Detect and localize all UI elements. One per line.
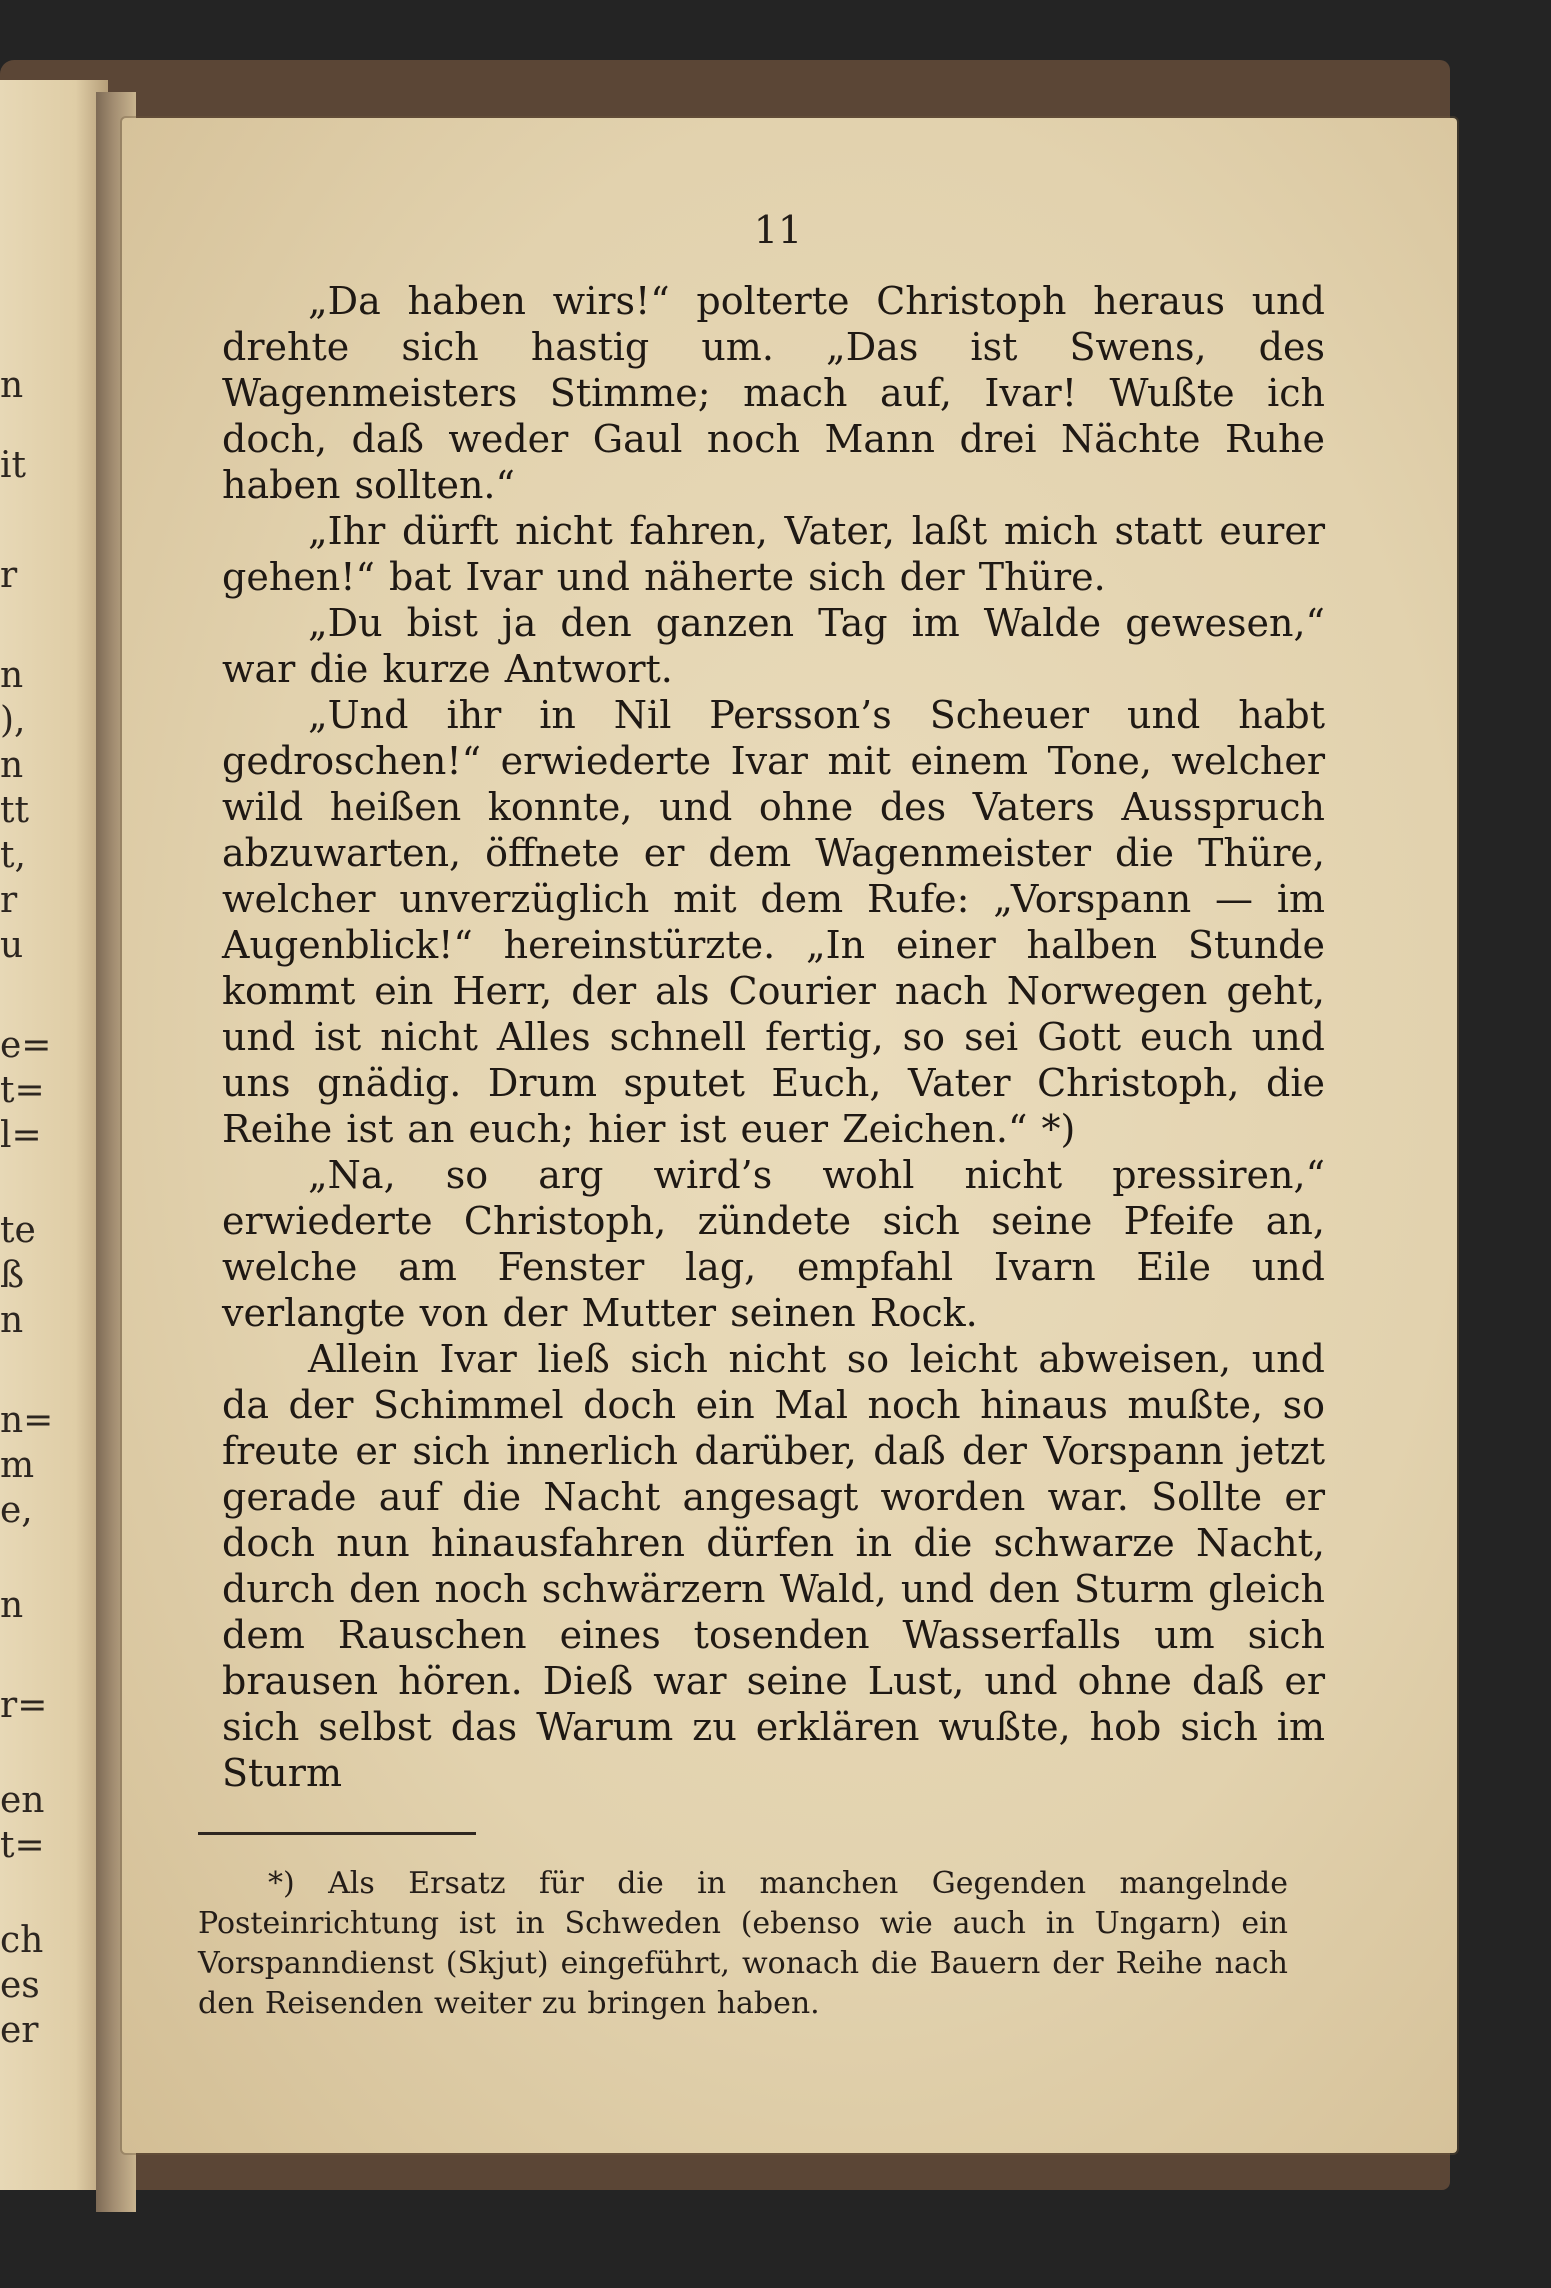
left-fragment: n — [0, 365, 24, 406]
footnote: *) Als Ersatz für die in manchen Gegenden mangelnde Posteinrichtung ist in Schweden (ebenso wie auch in Ungarn) ein Vorspanndienst (Skjut) eingeführt, wonach die Bauern der Reihe nach den Reisenden weiter zu bringen haben. — [198, 1866, 1288, 2021]
paragraph: „Na, so arg wird’s wohl nicht pressiren,“ erwiederte Christoph, zündete sich seine Pfeife an, welche am Fenster lag, empfahl Ivarn Eile und verlangte von der Mutter seinen Rock. — [222, 1153, 1325, 1335]
left-fragment: t= — [0, 1070, 45, 1111]
footnote-rule — [198, 1832, 476, 1835]
left-fragment: n= — [0, 1400, 54, 1441]
paragraph: Allein Ivar ließ sich nicht so leicht abweisen, und da der Schimmel doch ein Mal noch hinaus mußte, so freute er sich innerlich darüber, daß der Vorspann jetzt gerade auf die Nacht angesagt worden war. Sollte er doch nun hinausfahren dürfen in die schwarze Nacht, durch den noch schwärzern Wald, und den Sturm gleich dem Rauschen eines tosenden Wasserfalls um sich brausen hören. Dieß war seine Lust, und ohne daß er sich selbst das Warum zu erklären wußte, hob sich im Sturm — [222, 1337, 1325, 1795]
left-fragment: n — [0, 655, 24, 696]
left-fragment: tt — [0, 790, 29, 831]
left-fragment: t, — [0, 835, 26, 876]
left-fragment: te — [0, 1210, 36, 1251]
left-fragment: er — [0, 2010, 39, 2051]
left-fragment: r — [0, 880, 18, 921]
page-number: 11 — [753, 208, 803, 252]
left-fragment: n — [0, 745, 24, 786]
left-fragment: t= — [0, 1825, 45, 1866]
left-fragment: ), — [0, 700, 26, 741]
paragraph: „Ihr dürft nicht fahren, Vater, laßt mich statt eurer gehen!“ bat Ivar und näherte sich der Thüre. — [222, 509, 1325, 599]
left-fragment: r — [0, 555, 18, 596]
left-fragment: e, — [0, 1490, 33, 1531]
left-page-edge — [0, 80, 108, 2190]
left-fragment: es — [0, 1965, 40, 2006]
left-fragment: u — [0, 925, 24, 966]
left-fragment: it — [0, 445, 26, 486]
left-fragment: n — [0, 1585, 24, 1626]
paragraph: „Da haben wirs!“ polterte Christoph heraus und drehte sich hastig um. „Das ist Swens, des Wagenmeisters Stimme; mach auf, Ivar! Wußte ich doch, daß weder Gaul noch Mann drei Nächte Ruhe haben sollten.“ — [222, 279, 1325, 507]
paragraph: „Und ihr in Nil Persson’s Scheuer und habt gedroschen!“ erwiederte Ivar mit einem Tone, welcher wild heißen konnte, und ohne des Vaters Ausspruch abzuwarten, öffnete er dem Wagenmeister die Thüre, welcher unverzüglich mit dem Rufe: „Vorspann — im Augenblick!“ hereinstürzte. „In einer halben Stunde kommt ein Herr, der als Courier nach Norwegen geht, und ist nicht Alles schnell fertig, so sei Gott euch und uns gnädig. Drum sputet Euch, Vater Christoph, die Reihe ist an euch; hier ist euer Zeichen.“ *) — [222, 693, 1325, 1151]
left-fragment: l= — [0, 1115, 42, 1156]
left-fragment: ch — [0, 1920, 44, 1961]
left-fragment: m — [0, 1445, 35, 1486]
left-fragment: e= — [0, 1025, 52, 1066]
page-body — [222, 278, 1325, 1796]
left-fragment: ß — [0, 1255, 25, 1296]
left-fragment: r= — [0, 1685, 48, 1726]
left-fragment: n — [0, 1300, 24, 1341]
left-fragment: en — [0, 1780, 45, 1821]
paragraph: „Du bist ja den ganzen Tag im Walde gewesen,“ war die kurze Antwort. — [222, 601, 1325, 691]
